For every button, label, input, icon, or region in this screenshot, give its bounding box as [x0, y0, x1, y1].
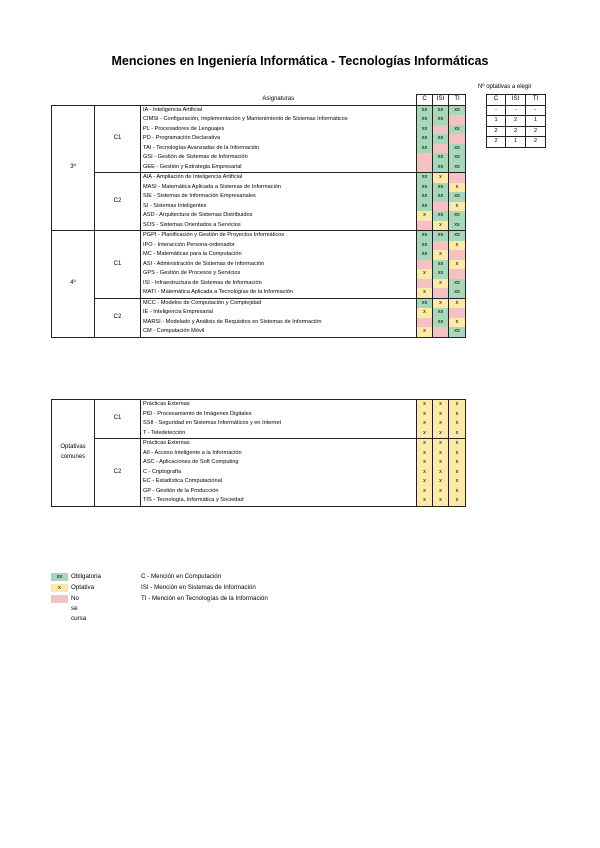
subject-name: SOS - Sistemas Orientados a Servicios	[141, 221, 417, 231]
table-row	[52, 231, 466, 241]
mark-cell	[433, 202, 449, 212]
mark-cell: xx	[433, 260, 449, 270]
electives-count: 2	[487, 137, 506, 148]
mark-cell	[417, 260, 433, 270]
mark-cell: x	[417, 449, 433, 459]
subject-name: AII - Acceso Inteligente a la Información	[141, 449, 417, 459]
mark-cell: x	[433, 298, 449, 308]
mark-cell: xx	[417, 183, 433, 193]
table-row	[52, 105, 466, 115]
subject-name: IE - Inteligencia Empresarial	[141, 308, 417, 318]
electives-count: 2	[506, 116, 526, 127]
subject-name: T - Teledetección	[141, 429, 417, 439]
mark-cell: x	[417, 211, 433, 221]
mark-cell: x	[433, 487, 449, 497]
header-row	[52, 95, 466, 106]
subjects-header: Asignaturas	[262, 95, 295, 102]
mark-cell: x	[417, 410, 433, 420]
mark-cell: xx	[433, 153, 449, 163]
subject-name: AIA - Ampliación de Inteligencia Artificial	[141, 173, 417, 183]
subject-name: MASI - Matemática Aplicada a Sistemas de Información	[141, 183, 417, 193]
mark-cell: xx	[433, 183, 449, 193]
mark-cell: x	[433, 477, 449, 487]
mark-cell: x	[449, 496, 466, 506]
legend-not-taken-swatch	[51, 595, 68, 603]
mark-cell: x	[417, 327, 433, 337]
subject-name: GPS - Gestión de Procesos y Servicios	[141, 269, 417, 279]
semester-label: C2	[95, 439, 141, 507]
mark-cell: xx	[417, 241, 433, 251]
mark-cell: x	[417, 439, 433, 449]
mark-cell: x	[433, 429, 449, 439]
mark-cell: x	[433, 410, 449, 420]
mark-cell: xx	[417, 173, 433, 183]
mark-cell: x	[449, 260, 466, 270]
mark-cell: x	[433, 400, 449, 410]
electives-count: 2	[526, 137, 546, 148]
mark-cell: x	[417, 477, 433, 487]
mark-cell: x	[449, 458, 466, 468]
legend-not-taken-label: No se cursa	[71, 595, 87, 622]
mark-cell: x	[417, 288, 433, 298]
mark-cell	[417, 279, 433, 289]
common-label-line1: Optativas	[60, 444, 86, 451]
mark-cell: x	[449, 241, 466, 251]
table-row	[52, 298, 466, 308]
subject-name: ASC - Aplicaciones de Soft Computing	[141, 458, 417, 468]
subject-name: IPO - Interacción Persona-ordenador	[141, 241, 417, 251]
mark-cell: xx	[449, 105, 466, 115]
mark-cell: x	[449, 468, 466, 478]
mark-cell: xx	[433, 269, 449, 279]
mark-cell: xx	[417, 250, 433, 260]
mark-cell: xx	[417, 134, 433, 144]
subject-name: CM - Computación Móvil	[141, 327, 417, 337]
legend-optional-label: Optativa	[71, 584, 95, 591]
mark-cell: x	[417, 496, 433, 506]
mark-cell	[449, 134, 466, 144]
table-row	[52, 173, 466, 183]
mark-cell: xx	[433, 318, 449, 328]
electives-count: 1	[506, 137, 526, 148]
mentions-table	[51, 94, 466, 338]
subject-name: GEE - Gestión y Estrategia Empresarial	[141, 163, 417, 173]
mark-cell: x	[449, 449, 466, 459]
mark-cell: xx	[449, 211, 466, 221]
electives-header-c: C	[487, 95, 506, 106]
electives-count: -	[526, 105, 546, 116]
mark-cell: x	[433, 468, 449, 478]
electives-header-row	[487, 95, 546, 106]
mark-cell: x	[433, 279, 449, 289]
mark-cell: xx	[417, 298, 433, 308]
mark-cell	[433, 288, 449, 298]
mark-cell: x	[449, 183, 466, 193]
mark-cell	[449, 269, 466, 279]
mark-cell: xx	[449, 125, 466, 135]
electives-count: 2	[526, 126, 546, 137]
electives-note: Nº optativas a elegir	[478, 84, 532, 90]
subject-name: PL - Procesadores de Lenguajes	[141, 125, 417, 135]
year-label: 3º	[52, 105, 95, 231]
mark-cell: xx	[417, 125, 433, 135]
mark-cell: xx	[417, 231, 433, 241]
semester-label: C2	[95, 298, 141, 337]
semester-label: C1	[95, 105, 141, 173]
subject-name: MCC - Modelos de Computación y Complejidad	[141, 298, 417, 308]
header-c: C	[417, 95, 433, 106]
mark-cell: x	[433, 250, 449, 260]
subject-name: PGPI - Planificación y Gestión de Proyectos Informáticos	[141, 231, 417, 241]
mark-cell: xx	[449, 327, 466, 337]
subject-name: ISI - Infraestructura de Sistemas de Información	[141, 279, 417, 289]
electives-header-isi: ISI	[506, 95, 526, 106]
mark-cell: x	[417, 419, 433, 429]
year-label: 4º	[52, 231, 95, 338]
common-electives-table	[51, 399, 466, 507]
common-label-line2: comunes	[60, 453, 86, 460]
mark-cell: x	[449, 439, 466, 449]
mark-cell	[449, 308, 466, 318]
legend-mandatory-label: Obligatoria	[71, 573, 101, 580]
mark-cell: x	[417, 458, 433, 468]
mark-cell: x	[449, 477, 466, 487]
semester-label: C2	[95, 173, 141, 231]
subject-name: MATI - Matemática Aplicada a Tecnologías de la Información	[141, 288, 417, 298]
mark-cell	[433, 327, 449, 337]
subject-name: SI - Sistemas Inteligentes	[141, 202, 417, 212]
semester-label: C1	[95, 400, 141, 439]
mark-cell: xx	[433, 308, 449, 318]
mark-cell: xx	[417, 115, 433, 125]
mark-cell: xx	[433, 115, 449, 125]
electives-count: 1	[526, 116, 546, 127]
mark-cell	[449, 173, 466, 183]
semester-label: C1	[95, 231, 141, 299]
mark-cell	[433, 241, 449, 251]
subject-name: MC - Matemáticas para la Computación	[141, 250, 417, 260]
electives-header-ti: TI	[526, 95, 546, 106]
header-ti: TI	[449, 95, 466, 106]
mark-cell: xx	[433, 231, 449, 241]
mark-cell: xx	[449, 163, 466, 173]
mark-cell: xx	[449, 221, 466, 231]
subject-name: TAI - Tecnologías Avanzadas de la Información	[141, 144, 417, 154]
subject-name: ASD - Arquitectura de Sistemas Distribuidos	[141, 211, 417, 221]
mark-cell	[417, 318, 433, 328]
subject-name: EC - Estadística Computacional	[141, 477, 417, 487]
subject-name: SSII - Seguridad en Sistemas Informáticos y en Internet	[141, 419, 417, 429]
subject-name: CIMSI - Configuración, Implementación y Mantenimiento de Sistemas Informáticos	[141, 115, 417, 125]
subject-name: C - Criptografía	[141, 468, 417, 478]
mark-cell: x	[433, 221, 449, 231]
mark-cell: x	[449, 487, 466, 497]
mark-cell: x	[449, 410, 466, 420]
electives-count: -	[487, 105, 506, 116]
subject-name: GSI - Gestión de Sistemas de Información	[141, 153, 417, 163]
legend-optional-swatch: x	[51, 584, 68, 592]
electives-count: 1	[487, 116, 506, 127]
mark-cell: xx	[449, 279, 466, 289]
subject-name: GP - Gestión de la Producción	[141, 487, 417, 497]
mark-cell	[417, 221, 433, 231]
mark-cell: xx	[417, 202, 433, 212]
mark-cell: xx	[449, 144, 466, 154]
mark-cell	[433, 125, 449, 135]
mark-cell	[449, 250, 466, 260]
mark-cell: x	[449, 298, 466, 308]
mark-cell: x	[417, 269, 433, 279]
mark-cell: xx	[417, 192, 433, 202]
mark-cell: x	[433, 458, 449, 468]
mark-cell: xx	[417, 144, 433, 154]
common-label	[52, 400, 95, 507]
electives-count: 2	[506, 126, 526, 137]
mark-cell: x	[433, 449, 449, 459]
mark-cell: x	[449, 202, 466, 212]
table-row	[52, 439, 466, 449]
table-row	[52, 400, 466, 410]
subject-name: PD - Programación Declarativa	[141, 134, 417, 144]
mark-cell: x	[417, 400, 433, 410]
mark-cell: xx	[433, 105, 449, 115]
mark-cell: xx	[433, 163, 449, 173]
mark-cell	[449, 115, 466, 125]
electives-table	[486, 94, 546, 148]
mark-cell: xx	[433, 211, 449, 221]
subject-name: SIE - Sistemas de Información Empresariales	[141, 192, 417, 202]
mark-cell: xx	[449, 153, 466, 163]
legend-c: C - Mención en Computación	[141, 573, 222, 580]
mark-cell: x	[433, 419, 449, 429]
subject-name: PID - Procesamiento de Imágenes Digitales	[141, 410, 417, 420]
mark-cell: x	[449, 400, 466, 410]
subject-name: TIS - Tecnología, Informática y Sociedad	[141, 496, 417, 506]
electives-count: 2	[487, 126, 506, 137]
mark-cell: x	[417, 487, 433, 497]
mark-cell: x	[417, 429, 433, 439]
mark-cell: xx	[449, 231, 466, 241]
mark-cell: xx	[433, 134, 449, 144]
mark-cell: xx	[449, 288, 466, 298]
mark-cell	[417, 153, 433, 163]
mark-cell: x	[417, 468, 433, 478]
mark-cell: xx	[449, 192, 466, 202]
mark-cell: xx	[433, 192, 449, 202]
legend-isi: ISI - Mención en Sistemas de Información	[141, 584, 256, 591]
legend-ti: TI - Mención en Tecnologías de la Información	[141, 595, 268, 602]
subject-name: Prácticas Externas	[141, 400, 417, 410]
mark-cell: x	[449, 429, 466, 439]
mark-cell	[433, 144, 449, 154]
mark-cell: xx	[417, 105, 433, 115]
electives-count: -	[506, 105, 526, 116]
mark-cell: x	[449, 318, 466, 328]
subject-name: ASI - Administración de Sistemas de Información	[141, 260, 417, 270]
mark-cell: x	[433, 173, 449, 183]
subject-name: MARSI - Modelado y Análisis de Requisitos en Sistemas de Información	[141, 318, 417, 328]
mark-cell: x	[449, 419, 466, 429]
subject-name: Prácticas Externas	[141, 439, 417, 449]
mark-cell: x	[433, 496, 449, 506]
mark-cell: x	[433, 439, 449, 449]
subject-name: IA - Inteligencia Artificial	[141, 105, 417, 115]
legend-mandatory-swatch: xx	[51, 573, 68, 581]
mark-cell: x	[417, 308, 433, 318]
header-isi: ISI	[433, 95, 449, 106]
page-title: Menciones en Ingeniería Informática - Tecnologías Informáticas	[111, 54, 489, 68]
mark-cell	[417, 163, 433, 173]
